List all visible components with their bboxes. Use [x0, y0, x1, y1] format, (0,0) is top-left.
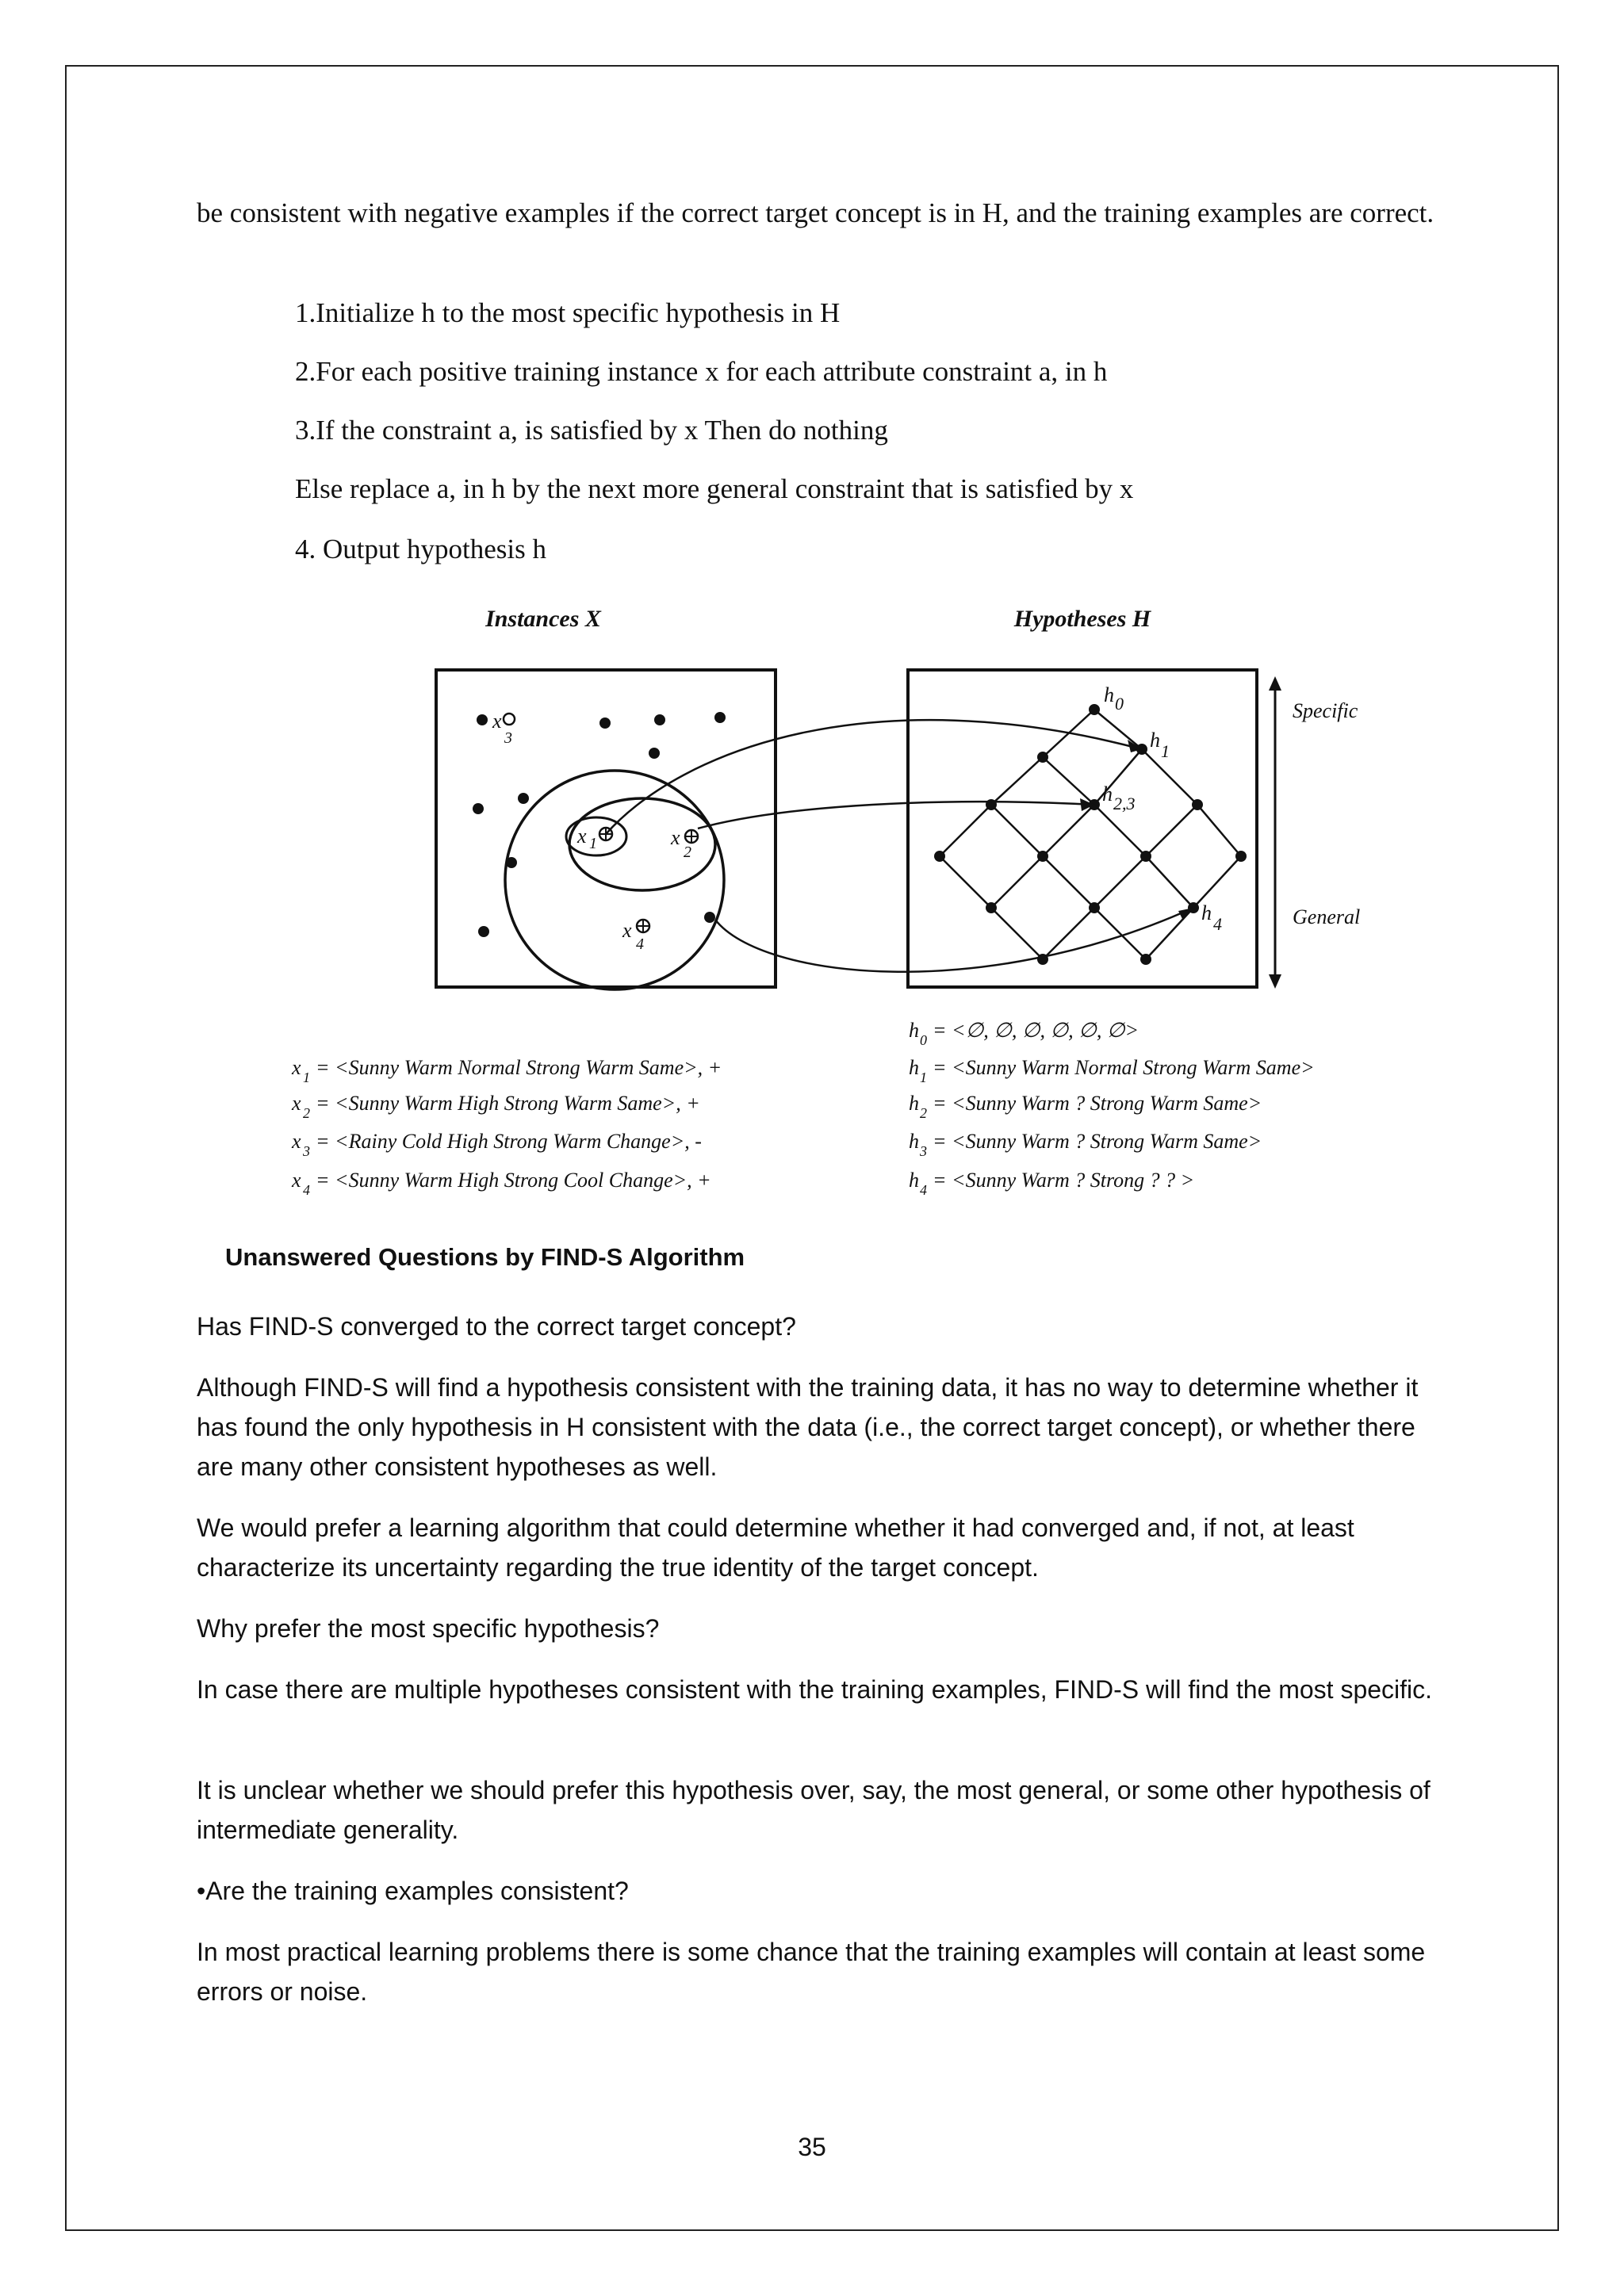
instance-dot — [704, 912, 715, 923]
svg-text:h: h — [909, 1019, 919, 1042]
instance-dot — [506, 857, 517, 868]
point-x1 — [576, 825, 612, 852]
example-x3 — [291, 1130, 702, 1159]
paragraph-consistent-question: •Are the training examples consistent? — [197, 1877, 629, 1905]
svg-text:h: h — [1102, 783, 1113, 806]
point-x4 — [622, 919, 649, 953]
node-h1-label — [1150, 729, 1170, 761]
point-x2 — [670, 826, 698, 861]
page-number: 35 — [798, 2133, 826, 2161]
paragraph-converged: Has FIND-S converged to the correct target concept? — [197, 1312, 796, 1341]
hypothesis-h1 — [909, 1056, 1315, 1085]
svg-text:1: 1 — [1161, 741, 1170, 761]
svg-text:2,3: 2,3 — [1113, 794, 1136, 813]
svg-text:h: h — [1201, 901, 1212, 924]
hypothesis-h3 — [909, 1130, 1262, 1159]
step-4: 4. Output hypothesis h — [295, 534, 546, 564]
svg-text:4: 4 — [636, 936, 644, 953]
hypothesis-lattice — [940, 710, 1241, 959]
instance-dot — [478, 926, 489, 937]
instance-dot — [599, 718, 611, 729]
find-s-figure — [270, 591, 1443, 1225]
svg-text:h: h — [1150, 729, 1160, 752]
example-x1 — [291, 1056, 722, 1085]
step-1: 1.Initialize h to the most specific hypothesis in H — [295, 297, 841, 328]
step-3-else: Else replace a, in h by the next more general constraint that is satisfied by x — [295, 473, 1134, 504]
curve-x2-h23 — [698, 802, 1094, 828]
node-h0-label — [1104, 683, 1124, 714]
intro-paragraph: be consistent with negative examples if the correct target concept is in H, and the training examples are correct. — [197, 197, 1434, 228]
svg-text:0: 0 — [920, 1032, 927, 1048]
curve-x1-h1 — [606, 720, 1142, 834]
svg-text:2: 2 — [303, 1105, 310, 1121]
svg-text:x: x — [577, 825, 587, 848]
svg-text:3: 3 — [303, 1143, 310, 1159]
svg-text:= <Rainy Cold High Strong Warm: = <Rainy Cold High Strong Warm Change>, - — [316, 1130, 702, 1153]
point-x3 — [492, 710, 515, 747]
hypothesis-h0 — [909, 1019, 1139, 1048]
node-h23-label — [1102, 783, 1136, 813]
svg-text:h: h — [1104, 683, 1114, 706]
svg-text:= <Sunny Warm ? Strong Warm Sa: = <Sunny Warm ? Strong Warm Same> — [933, 1130, 1262, 1153]
curve-x4-h4 — [715, 908, 1193, 972]
instance-dot — [649, 748, 660, 759]
svg-text:3: 3 — [504, 729, 512, 747]
svg-text:4: 4 — [1213, 914, 1222, 934]
instances-title: Instances X — [485, 606, 601, 632]
hypothesis-list — [909, 1019, 1315, 1198]
section-heading: Unanswered Questions by FIND-S Algorithm — [225, 1243, 745, 1271]
hypotheses-box — [908, 670, 1257, 987]
svg-text:x: x — [671, 826, 680, 849]
instance-dot — [654, 714, 665, 725]
example-x2 — [291, 1092, 700, 1121]
lattice-nodes — [934, 704, 1247, 965]
svg-text:= <Sunny Warm ? Strong Warm: = <Sunny Warm ? Strong Warm Same> — [933, 1092, 1262, 1115]
svg-text:h: h — [909, 1169, 919, 1192]
instance-dot — [714, 712, 726, 723]
svg-text:1: 1 — [920, 1070, 927, 1085]
svg-text:= <Sunny Warm Normal Strong Wa: = <Sunny Warm Normal Strong Warm Same> — [933, 1056, 1315, 1079]
svg-text:3: 3 — [920, 1143, 927, 1159]
step-2: 2.For each positive training instance x for each attribute constraint a, in h — [295, 356, 1108, 387]
paragraph-unclear: It is unclear whether we should prefer this hypothesis over, say, the most general, or some other hypothesis of intermediate generality. — [197, 1776, 1431, 1844]
svg-text:1: 1 — [303, 1070, 310, 1085]
instance-dot — [518, 793, 529, 804]
svg-text:4: 4 — [303, 1182, 310, 1198]
paragraph-although: Although FIND-S will find a hypothesis consistent with the training data, it has no way to determine whether it has found the only hypothesis in H consistent with the data (i.e., the correct target concept), or whether there are many other consistent hypotheses as well. — [197, 1373, 1419, 1481]
axis-arrow-up — [1269, 676, 1281, 691]
svg-text:x: x — [292, 1169, 301, 1192]
svg-text:= <Sunny Warm High Strong War: = <Sunny Warm High Strong Warm Same>, + — [316, 1092, 700, 1115]
axis-arrow-down — [1269, 974, 1281, 989]
svg-text:x: x — [292, 1092, 301, 1115]
hypothesis-h2 — [909, 1092, 1262, 1121]
mapping-curves — [606, 720, 1193, 972]
svg-text:x: x — [492, 710, 502, 733]
find-s-diagram — [270, 591, 1443, 1225]
svg-text:x: x — [622, 919, 632, 942]
arrowhead-h4 — [1178, 908, 1193, 920]
instance-dot — [477, 714, 488, 725]
svg-text:x: x — [292, 1056, 301, 1079]
example-list — [291, 1056, 722, 1198]
svg-text:= <∅, ∅, ∅, ∅, ∅, ∅>: = <∅, ∅, ∅, ∅, ∅, ∅> — [933, 1019, 1139, 1042]
paragraph-why-specific: Why prefer the most specific hypothesis? — [197, 1614, 660, 1643]
svg-text:= <Sunny Warm High Strong Cool: = <Sunny Warm High Strong Cool Change>, + — [316, 1169, 711, 1192]
general-label: General — [1293, 905, 1361, 928]
svg-text:= <Sunny Warm ? Strong ? ?: = <Sunny Warm ? Strong ? ? > — [933, 1169, 1195, 1192]
svg-text:h: h — [909, 1130, 919, 1153]
svg-text:4: 4 — [920, 1182, 927, 1198]
svg-text:2: 2 — [920, 1105, 927, 1121]
paragraph-noise: In most practical learning problems there is some chance that the training examples will contain at least some errors or noise. — [197, 1938, 1426, 2006]
svg-text:0: 0 — [1115, 694, 1124, 714]
step-3: 3.If the constraint a, is satisfied by x Then do nothing — [295, 415, 888, 446]
paragraph-multiple-hypotheses: In case there are multiple hypotheses consistent with the training examples, FIND-S will find the most specific. — [197, 1675, 1433, 1704]
svg-text:h: h — [909, 1092, 919, 1115]
svg-text:h: h — [909, 1056, 919, 1079]
svg-text:2: 2 — [684, 844, 691, 861]
node-h4-label — [1201, 901, 1222, 934]
svg-text:= <Sunny Warm Normal Strong Wa: = <Sunny Warm Normal Strong Warm Same>, + — [316, 1056, 722, 1079]
example-x4 — [291, 1169, 711, 1198]
instance-dot — [473, 803, 484, 814]
paragraph-prefer-algorithm: We would prefer a learning algorithm that could determine whether it had converged and, if not, at least characterize its uncertainty regarding the true identity of the target concept. — [197, 1513, 1354, 1582]
hypotheses-title: Hypotheses H — [1013, 606, 1151, 632]
specific-label: Specific — [1293, 699, 1358, 722]
svg-text:1: 1 — [589, 835, 597, 852]
svg-text:x: x — [292, 1130, 301, 1153]
hypothesis-h4 — [909, 1169, 1194, 1198]
